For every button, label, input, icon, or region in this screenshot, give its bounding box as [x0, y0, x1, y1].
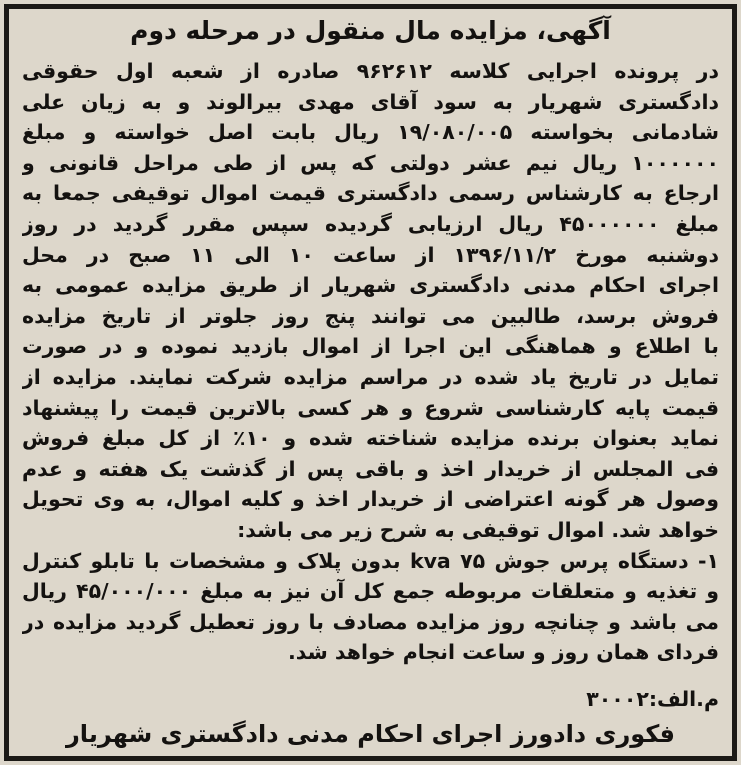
- body-line: قیمت پایه کارشناسی شروع و هر کسی بالاترین قیمت را پیشنهاد: [22, 395, 719, 420]
- body-line: نماید بعنوان برنده مزایده شناخته شده و ۱۰٪ از کل مبلغ فروش: [22, 426, 719, 451]
- body-line: وصول هر گونه اعتراضی از خریدار اخذ و کلیه اموال، به وی تحویل: [22, 487, 719, 512]
- body-line: شادمانی بخواسته ۱۹/۰۸۰/۰۰۵ ریال بابت اصل خواسته و مبلغ: [22, 120, 719, 145]
- body-line: دوشنبه مورخ ۱۳۹۶/۱۱/۲ از ساعت ۱۰ الی ۱۱ صبح در محل: [22, 242, 719, 267]
- body-line: فردای همان روز و ساعت انجام خواهد شد.: [288, 640, 719, 665]
- body-line: فی المجلس از خریدار اخذ و باقی پس از گذشت یک هفته و عدم: [22, 456, 719, 481]
- notice-body: [22, 56, 719, 668]
- body-line: و تغذیه و متعلقات مربوطه جمع کل آن نیز به مبلغ ۴۵/۰۰۰/۰۰۰ ریال: [22, 579, 719, 604]
- notice-title: آگهی، مزایده مال منقول در مرحله دوم: [130, 16, 611, 45]
- body-line: می باشد و چنانچه روز مزایده مصادف با روز تعطیل گردید مزایده در: [22, 609, 719, 634]
- body-line: فروش برسد، طالبین می توانند پنج روز جلوتر از تاریخ مزایده: [22, 303, 719, 328]
- body-line: مبلغ ۴۵۰۰۰۰۰۰ ریال ارزیابی گردیده سپس مقرر گردید در روز: [22, 211, 719, 236]
- signature-line: فکوری دادورز اجرای احکام مدنی دادگستری شهریار: [65, 720, 676, 748]
- reference-number: م.الف:۳۰۰۰۲: [586, 687, 719, 711]
- body-line: با اطلاع و هماهنگی این اجرا از اموال بازدید نموده و در صورت: [22, 334, 719, 359]
- body-line: دادگستری شهریار به سود آقای مهدی بیرالوند و به زیان علی: [22, 89, 719, 114]
- body-line: ارجاع به کارشناس رسمی دادگستری قیمت اموال توقیفی جمعا به: [22, 181, 719, 206]
- body-line: اجرای احکام مدنی دادگستری شهریار از طریق مزایده عمومی به: [22, 273, 719, 298]
- body-line: تمایل در تاریخ یاد شده در مراسم مزایده شرکت نمایند. مزایده از: [22, 364, 719, 389]
- body-line: در پرونده اجرایی کلاسه ۹۶۲۶۱۲ صادره از شعبه اول حقوقی: [22, 59, 719, 83]
- body-line: خواهد شد. اموال توقیفی به شرح زیر می باشد:: [237, 517, 719, 542]
- body-line: ۱۰۰۰۰۰۰ ریال نیم عشر دولتی که پس از طی مراحل قانونی و: [22, 150, 719, 175]
- body-line: ۱- دستگاه پرس جوش ۷۵ kva بدون پلاک و مشخصات با تابلو کنترل: [22, 548, 719, 573]
